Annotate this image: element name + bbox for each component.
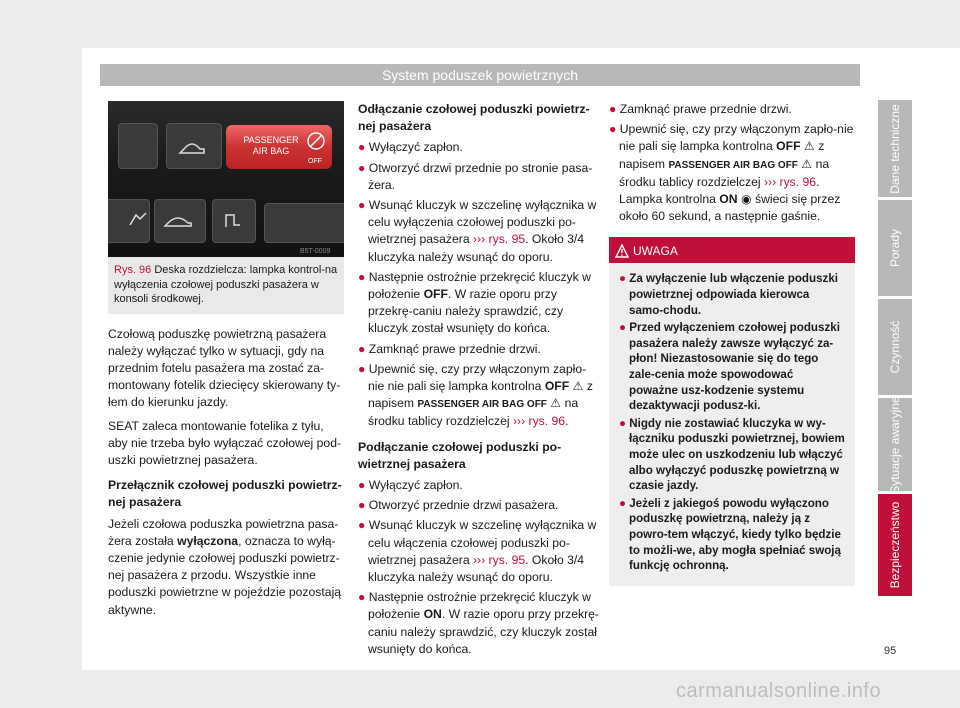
off-label: OFF (308, 158, 322, 165)
list-item-text: . Lampka kontrolna (619, 174, 820, 207)
on-symbol: ON (423, 607, 442, 622)
button-icons (108, 101, 344, 257)
passenger-airbag-label: PASSENGER AIR BAG (243, 135, 299, 156)
list-item-text: Wsunąć kluczyk w szczelinę wyłącznika w celu włączenia czołowej poduszki po-wietrznej pasażera (368, 518, 597, 567)
list-item-text: Upewnić się, czy przy włączonym zapło-nie nie pali się lampka kontrolna (619, 122, 854, 154)
airbag-icon: ⚠ (569, 379, 584, 394)
on-symbol: ON (719, 192, 738, 207)
list-item: ● Zamknąć prawe przednie drzwi. (609, 102, 792, 116)
warning-item-text: Nigdy nie zostawiać kluczyka w wy-łączniku poduszki powietrznej, bowiem może ulec on uszkodzeniu lub włączyć albo wyłączyć poduszkę powietrzną w czasie jazdy. (629, 416, 845, 493)
column-left (108, 101, 344, 625)
list-item-text: na środku tablicy rozdzielczej (368, 396, 579, 429)
list-item-text: Upewnić się, czy przy włączonym zapło-nie nie pali się lampka kontrolna (368, 361, 587, 394)
section-heading: Podłączanie czołowej poduszki po-wietrznej pasażera (358, 439, 562, 471)
list-item: ● Zamknąć prawe przednie drzwi. (358, 341, 541, 356)
dashboard-photo (108, 101, 344, 257)
paragraph: SEAT zaleca montowanie fotelika z tyłu, aby nie trzeba było wyłączać czołowej pod-uszki powietrznej pasażera. (108, 418, 342, 467)
tab-label: Sytuacje awaryjne (888, 395, 902, 494)
list-item: ● Następnie ostrożnie przekręcić kluczyk w położenie OFF. W razie oporu przy przekrę-caniu należy sprawdzić, czy kluczyk został wsunięty do końca. (358, 269, 591, 336)
figure-link[interactable]: ››› rys. 95 (473, 552, 526, 567)
off-symbol: OFF (544, 379, 570, 394)
tab-label: Czynność (888, 320, 902, 374)
column-right (609, 101, 855, 586)
bold-text: wyłączona (177, 533, 239, 548)
figure-caption (108, 257, 344, 314)
list-item-text: z napisem (368, 379, 593, 411)
section-heading: Przełącznik czołowej poduszki powietrz-nej pasażera (108, 478, 342, 510)
list-item-text: Następnie ostrożnie przekręcić kluczyk w położenie (368, 590, 591, 622)
paragraph: Czołową poduszkę powietrzną pasażera należy wyłączać tylko w sytuacji, gdy na przednim fotelu pasażera ma zostać za-montowany fotelik dziecięcy skierowany ty-łem do kierunku jazdy. (108, 326, 341, 410)
passenger-airbag-off-symbol: PASSENGER AIR BAG OFF (417, 399, 547, 411)
warning-item: ● Nigdy nie zostawiać kluczyka w wy-łączniku poduszki powietrznej, bowiem może ulec on uszkodzeniu lub włączyć albo wyłączyć poduszkę powietrzną w czasie jazdy. (619, 416, 845, 493)
list-item: ● Upewnić się, czy przy włączonym zapło-nie nie pali się lampka kontrolna OFF ⚠ z napisem PASSENGER AIR BAG OFF ⚠ na środku tablicy rozdzielczej ››› rys. 96. Lampka kontrolna ON ◉ świeci się przez około 60 sekund, a następnie gaśnie. (609, 122, 854, 224)
warning-icon (615, 244, 629, 258)
list-item-text: Wyłączyć zapłon. (368, 140, 463, 155)
list-item: ● Wsunąć kluczyk w szczelinę wyłącznika w celu wyłączenia czołowej poduszki po-wietrznej pasażera ››› rys. 95. Około 3/4 kluczyka należy wsunąć do oporu. (358, 198, 597, 264)
warning-item: ● Jeżeli z jakiegoś powodu wyłączono poduszkę powietrzną, należy ją z powro-tem włączyć, kiedy tylko będzie to możli-we, aby mogła spełniać swoją funkcję ochronną. (619, 496, 841, 573)
section-heading: Odłączanie czołowej poduszki powietrz-nej pasażera (358, 102, 590, 134)
tab-bezpieczenstwo[interactable] (878, 494, 912, 596)
off-symbol: OFF (776, 139, 801, 154)
list-item-text: . Około 3/4 kluczyka należy wsunąć do oporu. (368, 232, 585, 264)
page-title: System poduszek powietrznych (100, 64, 860, 86)
list-item-text: Zamknąć prawe przednie drzwi. (619, 102, 792, 116)
image-code: B5T-0009 (300, 248, 331, 255)
list-item: ● Upewnić się, czy przy włączonym zapło-nie nie pali się lampka kontrolna OFF ⚠ z napisem PASSENGER AIR BAG OFF ⚠ na środku tablicy rozdzielczej ››› rys. 96. (358, 361, 593, 429)
off-symbol: OFF (423, 287, 448, 302)
list-item-text: Otworzyć przednie drzwi pasażera. (368, 498, 559, 513)
list-item: ● Wsunąć kluczyk w szczelinę wyłącznika w celu włączenia czołowej poduszki po-wietrznej pasażera ››› rys. 95. Około 3/4 kluczyka należy wsunąć do oporu. (358, 518, 597, 585)
list-item: ● Następnie ostrożnie przekręcić kluczyk w położenie ON. W razie oporu przy przekrę-caniu należy sprawdzić, czy kluczyk został wsunięty do końca. (358, 590, 599, 656)
figure-label: Rys. 96 (114, 264, 152, 276)
warning-header (609, 239, 855, 263)
tab-czynnosc[interactable] (878, 299, 912, 395)
column-middle (358, 101, 602, 661)
airbag-icon: ⚠ (546, 396, 562, 411)
figure-link[interactable]: ››› rys. 96 (763, 174, 817, 189)
list-item-text: Wyłączyć zapłon. (368, 478, 463, 493)
list-item: ● Otworzyć przednie drzwi pasażera. (358, 498, 559, 513)
watermark: carmanualsonline.info (676, 680, 882, 702)
list-item-text: świeci się przez około 60 sekund, a następnie gaśnie. (619, 192, 841, 224)
warning-item: ● Za wyłączenie lub włączenie poduszki powietrznej odpowiada kierowca samo-chodu. (619, 272, 838, 317)
warning-title: UWAGA (633, 244, 678, 259)
warning-item: ● Przed wyłączeniem czołowej poduszki pasażera należy zawsze wyłączyć za-płon! Niezastosowanie się do tego zale-cenia może spowodować poważne usz-kodzenie systemu dezaktywacji podusz-ki. (619, 321, 840, 413)
text-run: Jeżeli czołowa poduszka powietrzna pasa-żera została (108, 516, 339, 548)
tab-dane-techniczne[interactable] (878, 100, 912, 197)
warning-item-text: Jeżeli z jakiegoś powodu wyłączono poduszkę powietrzną, należy ją z powro-tem włączyć, kiedy tylko będzie to możli-we, aby mogła spełniać swoją funkcję ochronną. (629, 496, 841, 573)
tab-porady[interactable] (878, 200, 912, 296)
list-item-text: Zamknąć prawe przednie drzwi. (368, 341, 541, 356)
list-item-text: . Około 3/4 kluczyka należy wsunąć do oporu. (368, 552, 585, 585)
tab-label: Porady (888, 228, 902, 268)
page-number: 95 (884, 645, 897, 657)
figure-caption-text: Deska rozdzielcza: lampka kontrol-na wyłączenia czołowej poduszki pasażera w konsoli środkowej. (114, 264, 338, 305)
list-item: ● Otworzyć drzwi przednie po stronie pasa-żera. (358, 160, 593, 192)
list-item-text: na środku tablicy rozdzielczej (619, 156, 830, 189)
list-item-text: Wsunąć kluczyk w szczelinę wyłącznika w celu wyłączenia czołowej poduszki po-wietrznej pasażera (368, 198, 597, 247)
list-item: ● Wyłączyć zapłon. (358, 478, 463, 493)
list-item-text: z napisem (619, 139, 825, 171)
airbag-icon: ⚠ (797, 156, 813, 171)
warning-body (609, 263, 855, 585)
list-item-text: . W razie oporu przy przekrę-caniu należy sprawdzić, czy kluczyk został wsunięty do końca. (368, 287, 564, 336)
list-item-text: Następnie ostrożnie przekręcić kluczyk w położenie (368, 269, 591, 302)
paragraph (108, 516, 344, 619)
figure-link[interactable]: ››› rys. 95 (473, 232, 526, 247)
figure-link[interactable]: ››› rys. 96 (512, 414, 566, 429)
list-item-text: . (565, 414, 569, 429)
warning-item-text: Przed wyłączeniem czołowej poduszki pasażera należy zawsze wyłączyć za-płon! Niezastosowanie się do tego zale-cenia może spowodować poważne usz-kodzenie systemu dezaktywacji podusz-ki. (629, 321, 840, 413)
list-item-text: . W razie oporu przy przekrę-caniu należy sprawdzić, czy kluczyk został wsunięty do końca. (368, 607, 599, 656)
tab-label: Bezpieczeństwo (888, 501, 902, 589)
list-item: ● Wyłączyć zapłon. (358, 140, 463, 155)
airbag-icon: ⚠ (800, 139, 815, 154)
airbag-icon: ◉ (737, 192, 752, 207)
warning-box (609, 237, 855, 585)
tab-label: Dane techniczne (888, 103, 902, 194)
text-run: , oznacza to wyłą-czenie jedynie czołowej poduszki powietrz-nej pasażera z przodu. Wszystkie inne poduszki powietrzne w pojeździe pozostają aktywne. (108, 533, 342, 617)
passenger-airbag-off-symbol: PASSENGER AIR BAG OFF (668, 159, 798, 171)
tab-sytuacje-awaryjne[interactable] (878, 395, 912, 494)
list-item-text: Otworzyć drzwi przednie po stronie pasa-żera. (368, 160, 593, 192)
warning-item-text: Za wyłączenie lub włączenie poduszki powietrznej odpowiada kierowca samo-chodu. (629, 272, 838, 317)
